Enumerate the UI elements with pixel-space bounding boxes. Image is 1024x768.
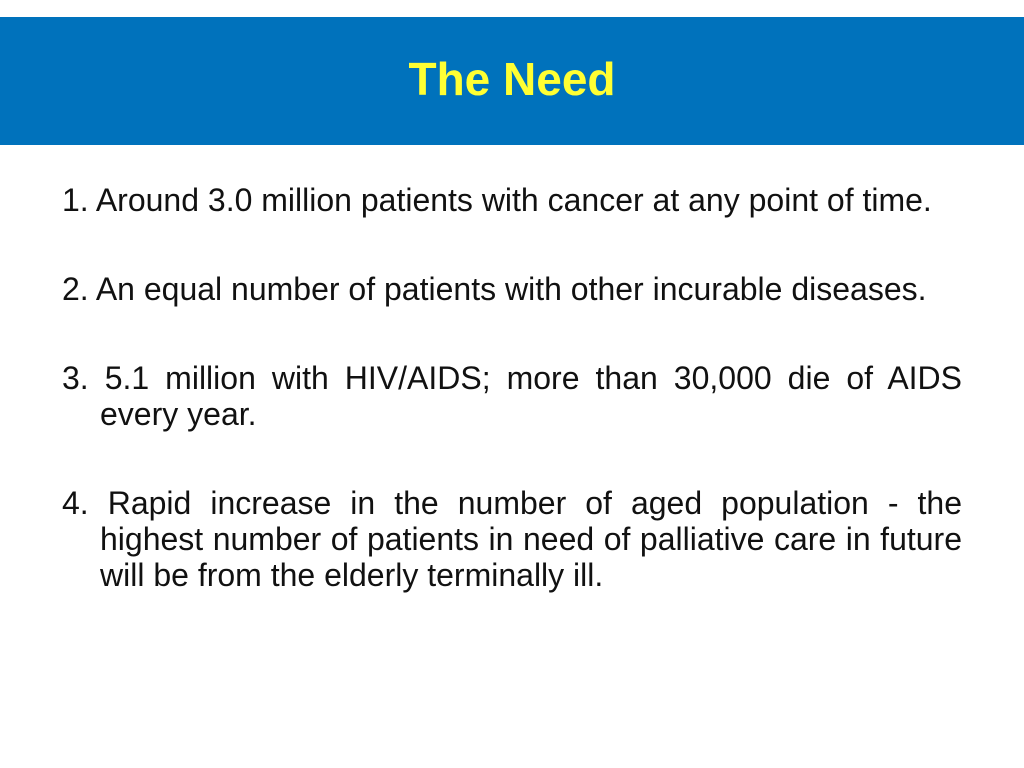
list-item-text: 3. 5.1 million with HIV/AIDS; more than 30,000 die of AIDS every year.	[62, 360, 962, 432]
title-bar	[0, 17, 1024, 145]
list-item	[62, 485, 962, 593]
list-item-text: 4. Rapid increase in the number of aged population - the highest number of patients in need of palliative care in future will be from the elderly terminally ill.	[62, 485, 962, 593]
bullet-list	[62, 182, 962, 593]
list-item	[62, 360, 962, 432]
list-item-text: 1. Around 3.0 million patients with cancer at any point of time.	[62, 182, 932, 218]
list-item	[62, 271, 962, 307]
slide-title: The Need	[408, 53, 616, 105]
list-item-text: 2. An equal number of patients with other incurable diseases.	[62, 271, 927, 307]
list-item	[62, 182, 962, 218]
